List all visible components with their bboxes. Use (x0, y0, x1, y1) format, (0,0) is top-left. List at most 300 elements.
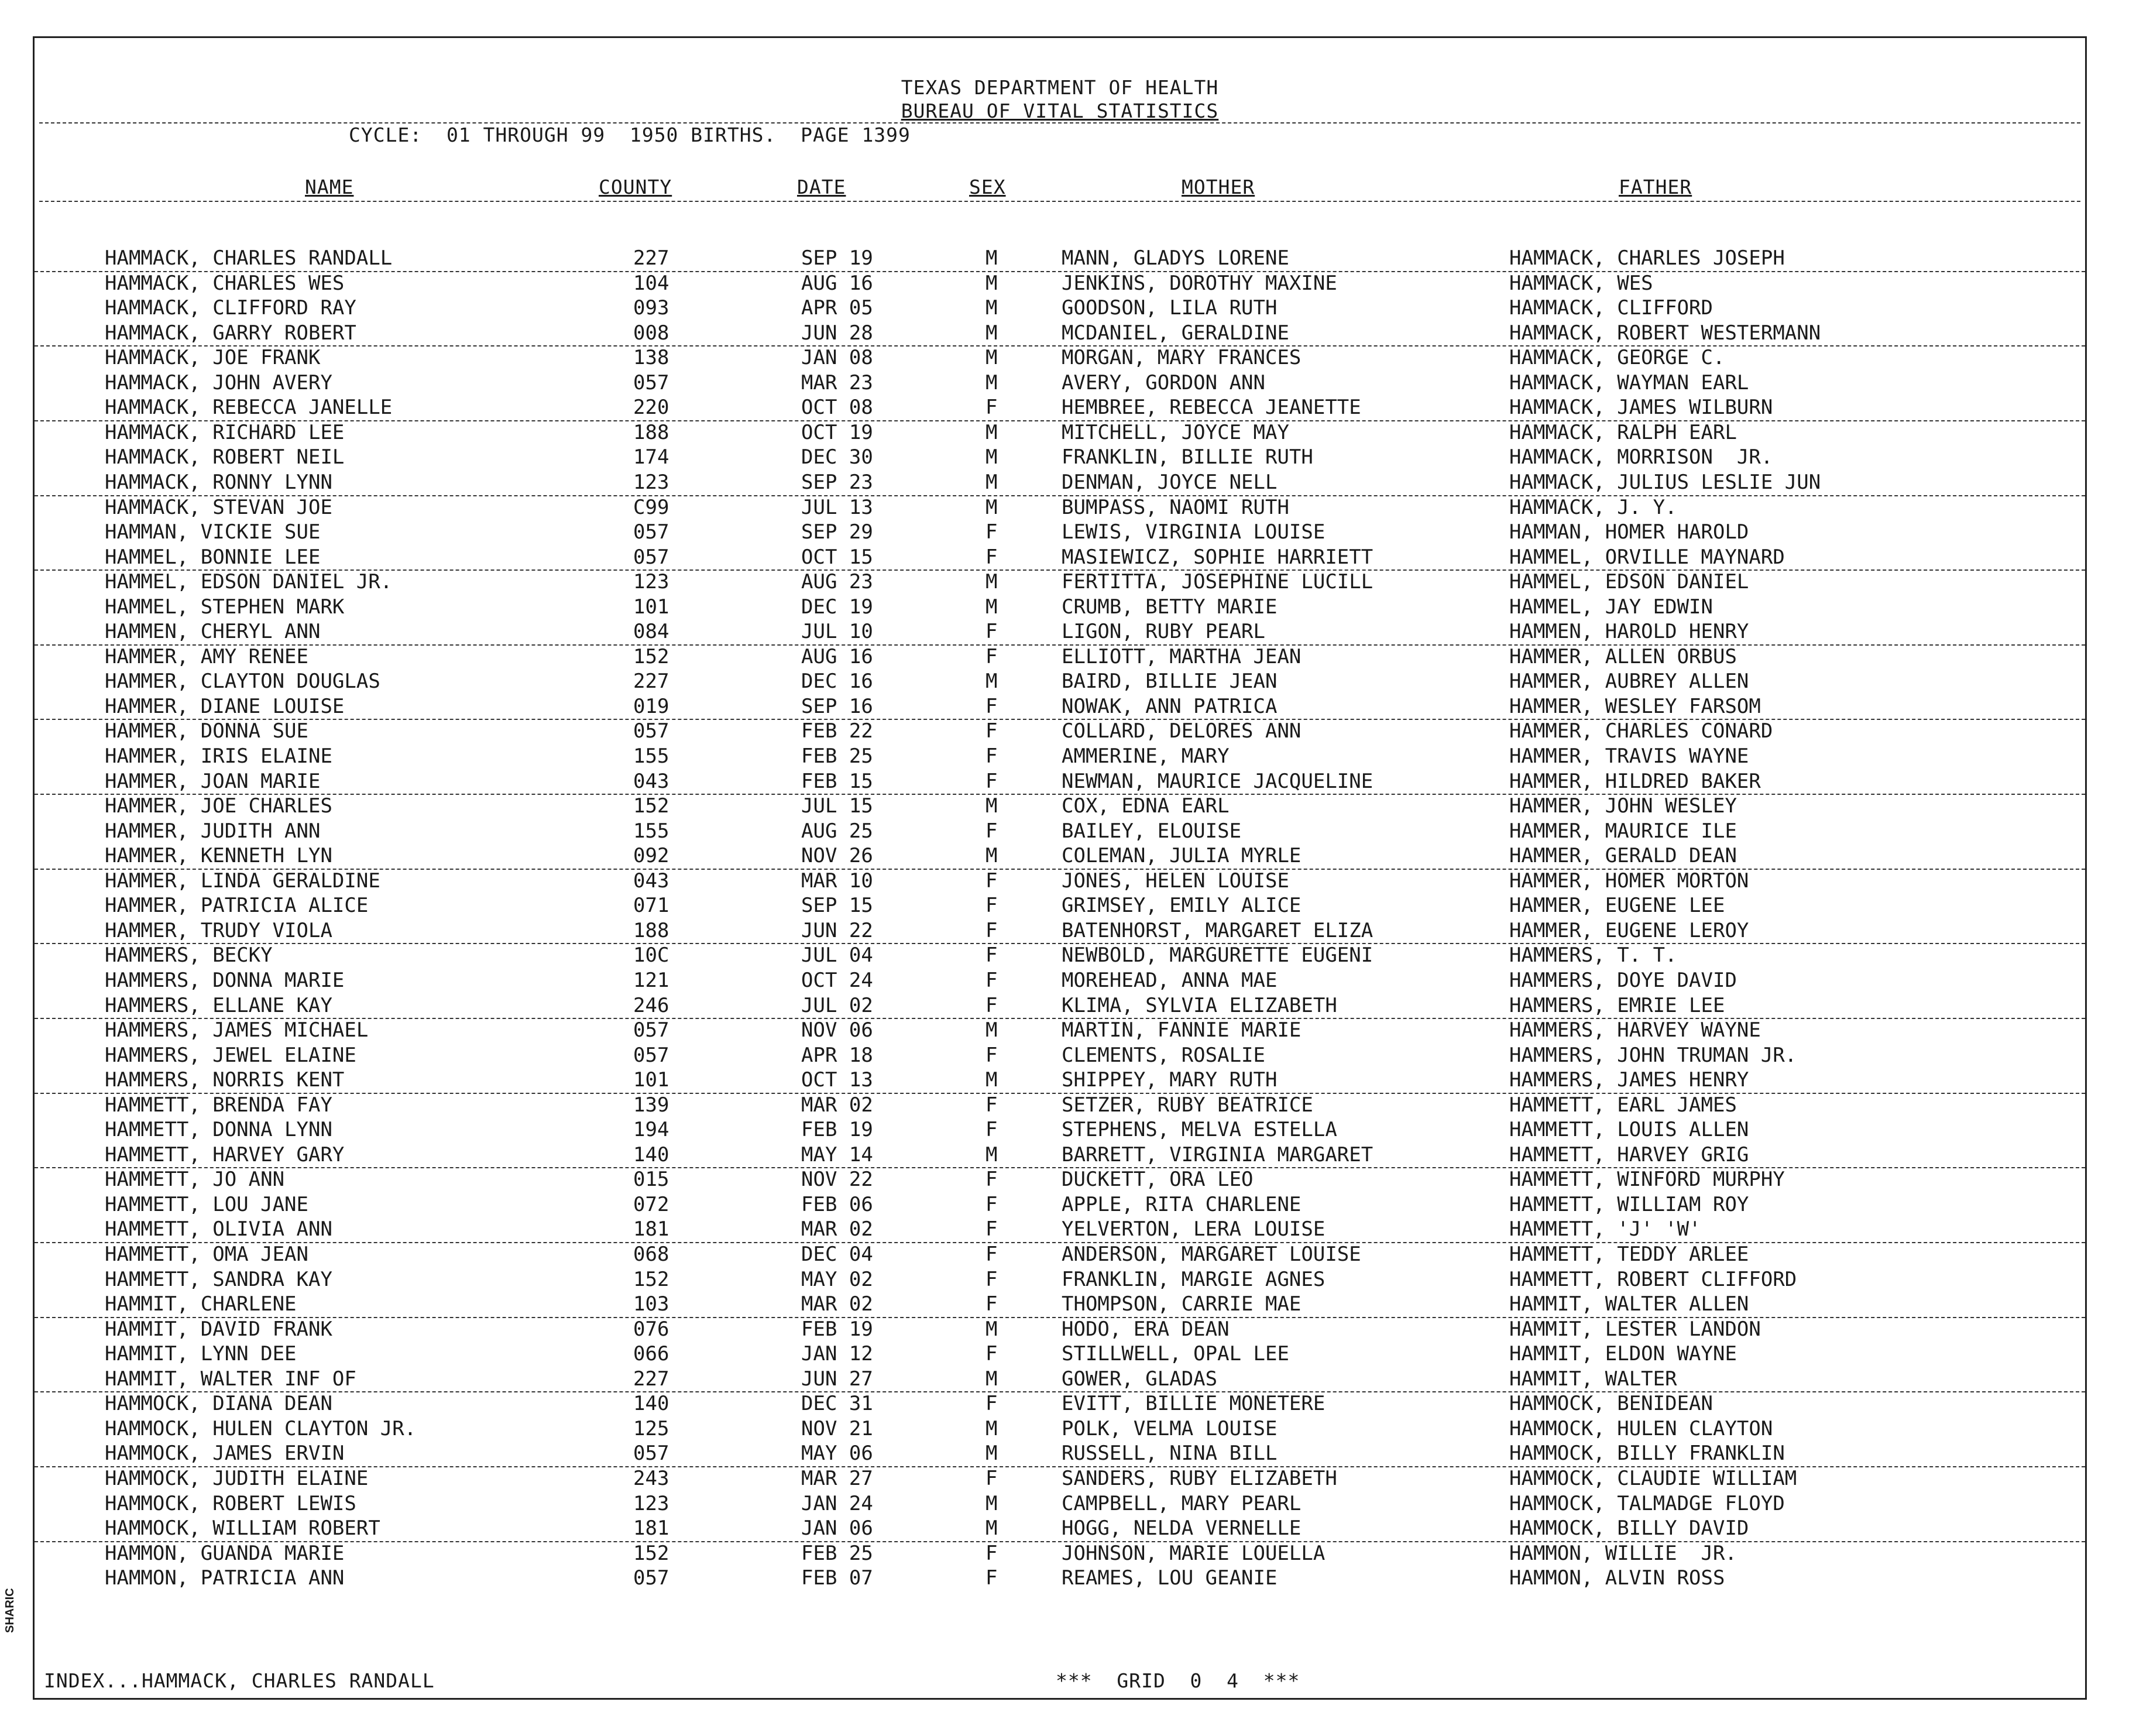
record-row (35, 321, 2085, 347)
record-row (35, 1516, 2085, 1542)
record-date: MAR 10 (801, 869, 873, 893)
record-mother: AVERY, GORDON ANN (1062, 370, 1265, 394)
record-date: FEB 06 (801, 1192, 873, 1216)
record-name: HAMMETT, JO ANN (105, 1168, 285, 1192)
record-father: HAMMEN, HAROLD HENRY (1509, 620, 1749, 644)
record-name: HAMMER, CLAYTON DOUGLAS (105, 670, 380, 694)
record-father: HAMMETT, WINFORD MURPHY (1509, 1168, 1785, 1192)
record-date: MAY 14 (801, 1143, 873, 1167)
record-father: HAMMIT, ELDON WAYNE (1509, 1342, 1737, 1366)
record-name: HAMMETT, OLIVIA ANN (105, 1217, 332, 1241)
record-date: DEC 31 (801, 1392, 873, 1416)
record-sex: F (985, 869, 998, 893)
record-mother: YELVERTON, LERA LOUISE (1062, 1217, 1325, 1241)
record-date: MAR 02 (801, 1217, 873, 1241)
record-name: HAMMOCK, ROBERT LEWIS (105, 1491, 356, 1515)
record-county: 015 (633, 1168, 669, 1192)
record-date: SEP 16 (801, 694, 873, 718)
record-father: HAMMEL, JAY EDWIN (1509, 595, 1713, 619)
record-date: MAY 02 (801, 1267, 873, 1291)
record-county: 140 (633, 1143, 669, 1167)
record-sex: M (985, 1317, 998, 1341)
record-mother: BAIRD, BILLIE JEAN (1062, 670, 1278, 694)
record-name: HAMMER, DONNA SUE (105, 719, 308, 743)
record-mother: BATENHORST, MARGARET ELIZA (1062, 918, 1373, 942)
record-county: 155 (633, 819, 669, 843)
record-county: 152 (633, 644, 669, 668)
record-father: HAMMER, WESLEY FARSOM (1509, 694, 1761, 718)
record-name: HAMMER, KENNETH LYN (105, 844, 332, 868)
record-mother: LIGON, RUBY PEARL (1062, 620, 1265, 644)
record-name: HAMMACK, RONNY LYNN (105, 470, 332, 494)
record-name: HAMMER, LINDA GERALDINE (105, 869, 380, 893)
record-name: HAMMIT, DAVID FRANK (105, 1317, 332, 1341)
record-name: HAMMERS, JAMES MICHAEL (105, 1018, 369, 1042)
record-mother: STEPHENS, MELVA ESTELLA (1062, 1118, 1337, 1142)
record-father: HAMMEL, EDSON DANIEL (1509, 570, 1749, 594)
record-row (35, 395, 2085, 421)
record-sex: M (985, 470, 998, 494)
record-name: HAMMETT, HARVEY GARY (105, 1143, 345, 1167)
record-row (35, 1342, 2085, 1367)
record-sex: M (985, 595, 998, 619)
record-date: MAY 06 (801, 1442, 873, 1466)
record-father: HAMMETT, TEDDY ARLEE (1509, 1243, 1749, 1266)
record-father: HAMMOCK, BILLY DAVID (1509, 1517, 1749, 1541)
record-county: 181 (633, 1217, 669, 1241)
record-county: 138 (633, 346, 669, 370)
record-county: 188 (633, 420, 669, 444)
record-name: HAMMON, PATRICIA ANN (105, 1566, 345, 1590)
record-mother: HOGG, NELDA VERNELLE (1062, 1517, 1301, 1541)
record-sex: F (985, 1243, 998, 1266)
record-sex: F (985, 1043, 998, 1067)
record-mother: JENKINS, DOROTHY MAXINE (1062, 271, 1337, 295)
column-header-name: NAME (305, 176, 354, 198)
record-name: HAMMACK, JOHN AVERY (105, 370, 332, 394)
record-sex: F (985, 993, 998, 1017)
record-mother: AMMERINE, MARY (1062, 745, 1230, 768)
record-row (35, 520, 2085, 545)
record-date: OCT 15 (801, 545, 873, 569)
record-mother: MITCHELL, JOYCE MAY (1062, 420, 1289, 444)
record-row (35, 445, 2085, 470)
record-date: JUL 10 (801, 620, 873, 644)
record-mother: NEWBOLD, MARGURETTE EUGENI (1062, 944, 1373, 968)
record-father: HAMMETT, ROBERT CLIFFORD (1509, 1267, 1797, 1291)
record-sex: M (985, 1442, 998, 1466)
record-father: HAMMETT, EARL JAMES (1509, 1093, 1737, 1117)
record-name: HAMMIT, CHARLENE (105, 1292, 297, 1316)
record-father: HAMMER, EUGENE LEROY (1509, 918, 1749, 942)
record-sex: M (985, 844, 998, 868)
record-sex: M (985, 1517, 998, 1541)
record-row (35, 595, 2085, 620)
record-sex: F (985, 1566, 998, 1590)
record-father: HAMMER, JOHN WESLEY (1509, 794, 1737, 818)
record-row (35, 1441, 2085, 1467)
record-row (35, 993, 2085, 1020)
record-mother: STILLWELL, OPAL LEE (1062, 1342, 1289, 1366)
record-row (35, 1217, 2085, 1243)
record-mother: APPLE, RITA CHARLENE (1062, 1192, 1301, 1216)
record-row (35, 644, 2085, 670)
index-line: INDEX...HAMMACK, CHARLES RANDALL (44, 1669, 435, 1692)
record-name: HAMMETT, BRENDA FAY (105, 1093, 332, 1117)
record-father: HAMMIT, WALTER (1509, 1367, 1677, 1391)
record-father: HAMMACK, J. Y. (1509, 495, 1677, 519)
record-father: HAMMACK, MORRISON JR. (1509, 445, 1773, 469)
record-sex: M (985, 794, 998, 818)
record-name: HAMMER, IRIS ELAINE (105, 745, 332, 768)
record-father: HAMMACK, GEORGE C. (1509, 346, 1725, 370)
record-name: HAMMON, GUANDA MARIE (105, 1541, 345, 1565)
record-father: HAMMER, EUGENE LEE (1509, 894, 1725, 918)
record-row (35, 1292, 2085, 1318)
record-mother: RUSSELL, NINA BILL (1062, 1442, 1278, 1466)
record-county: 057 (633, 520, 669, 544)
record-row (35, 1093, 2085, 1118)
record-mother: GOODSON, LILA RUTH (1062, 296, 1278, 320)
record-name: HAMMEN, CHERYL ANN (105, 620, 321, 644)
record-date: MAR 02 (801, 1093, 873, 1117)
record-row (35, 495, 2085, 520)
record-father: HAMMACK, ROBERT WESTERMANN (1509, 321, 1821, 345)
record-date: AUG 16 (801, 644, 873, 668)
record-mother: COX, EDNA EARL (1062, 794, 1230, 818)
record-father: HAMMON, ALVIN ROSS (1509, 1566, 1725, 1590)
record-date: JAN 06 (801, 1517, 873, 1541)
column-header-sex: SEX (969, 176, 1006, 198)
record-sex: M (985, 271, 998, 295)
record-sex: F (985, 1541, 998, 1565)
record-sex: F (985, 745, 998, 768)
side-stamp: SHARIC (4, 1588, 16, 1633)
record-sex: M (985, 1018, 998, 1042)
record-name: HAMMACK, GARRY ROBERT (105, 321, 356, 345)
record-father: HAMMER, MAURICE ILE (1509, 819, 1737, 843)
record-row (35, 1167, 2085, 1192)
record-father: HAMMER, GERALD DEAN (1509, 844, 1737, 868)
record-sex: F (985, 396, 998, 420)
record-mother: NEWMAN, MAURICE JACQUELINE (1062, 769, 1373, 793)
record-county: 066 (633, 1342, 669, 1366)
record-father: HAMMAN, HOMER HAROLD (1509, 520, 1749, 544)
record-name: HAMMER, AMY RENEE (105, 644, 308, 668)
record-sex: F (985, 545, 998, 569)
record-sex: F (985, 520, 998, 544)
record-name: HAMMETT, OMA JEAN (105, 1243, 308, 1266)
column-header-date: DATE (797, 176, 846, 198)
record-row (35, 1117, 2085, 1143)
record-name: HAMMER, TRUDY VIOLA (105, 918, 332, 942)
record-name: HAMMOCK, HULEN CLAYTON JR. (105, 1416, 417, 1440)
record-name: HAMMIT, LYNN DEE (105, 1342, 297, 1366)
record-county: 101 (633, 1068, 669, 1092)
record-date: FEB 19 (801, 1317, 873, 1341)
column-header-mother: MOTHER (1182, 176, 1255, 198)
record-father: HAMMOCK, HULEN CLAYTON (1509, 1416, 1773, 1440)
record-mother: MOREHEAD, ANNA MAE (1062, 968, 1278, 992)
record-date: OCT 19 (801, 420, 873, 444)
record-mother: DUCKETT, ORA LEO (1062, 1168, 1254, 1192)
record-mother: ELLIOTT, MARTHA JEAN (1062, 644, 1301, 668)
record-name: HAMMACK, REBECCA JANELLE (105, 396, 393, 420)
record-mother: MORGAN, MARY FRANCES (1062, 346, 1301, 370)
record-sex: F (985, 968, 998, 992)
record-row (35, 1143, 2085, 1169)
column-header-father: FATHER (1619, 176, 1692, 198)
record-name: HAMMEL, BONNIE LEE (105, 545, 321, 569)
record-sex: M (985, 445, 998, 469)
record-row (35, 893, 2085, 918)
record-date: SEP 23 (801, 470, 873, 494)
record-row (35, 943, 2085, 968)
record-county: 227 (633, 1367, 669, 1391)
record-row (35, 569, 2085, 595)
record-name: HAMMACK, JOE FRANK (105, 346, 321, 370)
record-county: 071 (633, 894, 669, 918)
record-father: HAMMOCK, TALMADGE FLOYD (1509, 1491, 1785, 1515)
record-row (35, 1267, 2085, 1292)
record-county: 125 (633, 1416, 669, 1440)
record-name: HAMMERS, BECKY (105, 944, 273, 968)
record-sex: F (985, 1168, 998, 1192)
record-county: 227 (633, 246, 669, 270)
record-sex: F (985, 620, 998, 644)
record-row (35, 420, 2085, 445)
record-name: HAMMACK, CLIFFORD RAY (105, 296, 356, 320)
record-date: APR 05 (801, 296, 873, 320)
record-sex: M (985, 321, 998, 345)
record-mother: KLIMA, SYLVIA ELIZABETH (1062, 993, 1337, 1017)
record-county: 123 (633, 1491, 669, 1515)
record-row (35, 1416, 2085, 1442)
record-mother: COLEMAN, JULIA MYRLE (1062, 844, 1301, 868)
record-county: 104 (633, 271, 669, 295)
record-row (35, 470, 2085, 496)
record-county: 227 (633, 670, 669, 694)
record-row (35, 1242, 2085, 1267)
record-father: HAMMETT, 'J' 'W' (1509, 1217, 1701, 1241)
record-name: HAMMERS, JEWEL ELAINE (105, 1043, 356, 1067)
record-county: 181 (633, 1517, 669, 1541)
record-father: HAMMER, HOMER MORTON (1509, 869, 1749, 893)
record-date: JUL 13 (801, 495, 873, 519)
record-date: NOV 22 (801, 1168, 873, 1192)
record-father: HAMMEL, ORVILLE MAYNARD (1509, 545, 1785, 569)
record-row (35, 545, 2085, 571)
record-row (35, 370, 2085, 396)
record-mother: HEMBREE, REBECCA JEANETTE (1062, 396, 1361, 420)
record-sex: F (985, 918, 998, 942)
record-row (35, 345, 2085, 370)
record-mother: LEWIS, VIRGINIA LOUISE (1062, 520, 1325, 544)
record-row (35, 619, 2085, 646)
record-father: HAMMETT, WILLIAM ROY (1509, 1192, 1749, 1216)
record-county: 068 (633, 1243, 669, 1266)
birth-records-list (35, 38, 2085, 1698)
record-name: HAMMACK, ROBERT NEIL (105, 445, 345, 469)
record-date: DEC 04 (801, 1243, 873, 1266)
record-date: SEP 15 (801, 894, 873, 918)
record-sex: M (985, 1143, 998, 1167)
record-sex: F (985, 1342, 998, 1366)
record-name: HAMMETT, LOU JANE (105, 1192, 308, 1216)
record-father: HAMMON, WILLIE JR. (1509, 1541, 1737, 1565)
record-row (35, 1192, 2085, 1217)
record-sex: F (985, 1267, 998, 1291)
record-father: HAMMERS, JAMES HENRY (1509, 1068, 1749, 1092)
record-sex: F (985, 894, 998, 918)
record-row (35, 1566, 2085, 1591)
record-name: HAMMERS, ELLANE KAY (105, 993, 332, 1017)
bureau-title: BUREAU OF VITAL STATISTICS (901, 100, 1219, 122)
record-sex: M (985, 1416, 998, 1440)
record-date: FEB 22 (801, 719, 873, 743)
record-date: MAR 02 (801, 1292, 873, 1316)
record-row (35, 843, 2085, 870)
record-mother: POLK, VELMA LOUISE (1062, 1416, 1278, 1440)
document-page (33, 36, 2087, 1700)
record-row (35, 694, 2085, 721)
grid-line: *** GRID 0 4 *** (1056, 1669, 1300, 1692)
record-county: 057 (633, 719, 669, 743)
record-mother: NOWAK, ANN PATRICA (1062, 694, 1278, 718)
record-mother: EVITT, BILLIE MONETERE (1062, 1392, 1325, 1416)
record-county: 093 (633, 296, 669, 320)
record-row (35, 1541, 2085, 1566)
record-county: 101 (633, 595, 669, 619)
record-father: HAMMACK, WES (1509, 271, 1653, 295)
record-sex: M (985, 246, 998, 270)
record-mother: BARRETT, VIRGINIA MARGARET (1062, 1143, 1373, 1167)
record-county: 243 (633, 1466, 669, 1490)
record-father: HAMMOCK, BENIDEAN (1509, 1392, 1713, 1416)
record-name: HAMMACK, CHARLES WES (105, 271, 345, 295)
record-row (35, 1068, 2085, 1094)
record-row (35, 819, 2085, 844)
record-date: NOV 26 (801, 844, 873, 868)
record-mother: MASIEWICZ, SOPHIE HARRIETT (1062, 545, 1373, 569)
record-date: NOV 21 (801, 1416, 873, 1440)
record-sex: F (985, 1093, 998, 1117)
record-mother: MARTIN, FANNIE MARIE (1062, 1018, 1301, 1042)
record-mother: COLLARD, DELORES ANN (1062, 719, 1301, 743)
record-sex: M (985, 670, 998, 694)
record-father: HAMMETT, HARVEY GRIG (1509, 1143, 1749, 1167)
record-mother: BUMPASS, NAOMI RUTH (1062, 495, 1289, 519)
record-sex: F (985, 1466, 998, 1490)
record-sex: M (985, 495, 998, 519)
record-name: HAMMACK, STEVAN JOE (105, 495, 332, 519)
record-date: APR 18 (801, 1043, 873, 1067)
record-mother: MANN, GLADYS LORENE (1062, 246, 1289, 270)
record-row (35, 794, 2085, 819)
record-name: HAMMER, JOE CHARLES (105, 794, 332, 818)
record-county: 103 (633, 1292, 669, 1316)
record-mother: GOWER, GLADAS (1062, 1367, 1218, 1391)
record-sex: M (985, 370, 998, 394)
record-sex: M (985, 1367, 998, 1391)
record-mother: FRANKLIN, MARGIE AGNES (1062, 1267, 1325, 1291)
record-sex: M (985, 1491, 998, 1515)
record-date: MAR 23 (801, 370, 873, 394)
record-date: NOV 06 (801, 1018, 873, 1042)
record-row (35, 271, 2085, 296)
record-county: 057 (633, 1442, 669, 1466)
record-county: 174 (633, 445, 669, 469)
record-row (35, 1466, 2085, 1491)
record-county: 008 (633, 321, 669, 345)
record-sex: M (985, 570, 998, 594)
record-row (35, 918, 2085, 945)
record-mother: FRANKLIN, BILLIE RUTH (1062, 445, 1313, 469)
record-name: HAMMER, JOAN MARIE (105, 769, 321, 793)
record-date: SEP 29 (801, 520, 873, 544)
record-father: HAMMER, ALLEN ORBUS (1509, 644, 1737, 668)
record-county: 084 (633, 620, 669, 644)
record-row (35, 1367, 2085, 1393)
record-father: HAMMOCK, BILLY FRANKLIN (1509, 1442, 1785, 1466)
record-date: FEB 19 (801, 1118, 873, 1142)
record-father: HAMMERS, T. T. (1509, 944, 1677, 968)
record-county: 019 (633, 694, 669, 718)
record-county: 121 (633, 968, 669, 992)
record-row (35, 296, 2085, 321)
record-county: 072 (633, 1192, 669, 1216)
record-date: JAN 24 (801, 1491, 873, 1515)
record-sex: F (985, 1118, 998, 1142)
record-father: HAMMACK, WAYMAN EARL (1509, 370, 1749, 394)
record-row (35, 744, 2085, 769)
record-name: HAMMER, JUDITH ANN (105, 819, 321, 843)
record-row (35, 719, 2085, 744)
record-county: 043 (633, 769, 669, 793)
record-sex: F (985, 1192, 998, 1216)
column-header-county: COUNTY (599, 176, 672, 198)
record-mother: JONES, HELEN LOUISE (1062, 869, 1289, 893)
record-name: HAMMETT, SANDRA KAY (105, 1267, 332, 1291)
record-sex: F (985, 769, 998, 793)
record-name: HAMMOCK, JUDITH ELAINE (105, 1466, 369, 1490)
record-name: HAMMETT, DONNA LYNN (105, 1118, 332, 1142)
record-mother: HODO, ERA DEAN (1062, 1317, 1230, 1341)
record-father: HAMMERS, EMRIE LEE (1509, 993, 1725, 1017)
record-father: HAMMER, HILDRED BAKER (1509, 769, 1761, 793)
record-father: HAMMER, AUBREY ALLEN (1509, 670, 1749, 694)
record-father: HAMMACK, RALPH EARL (1509, 420, 1737, 444)
record-date: JUN 27 (801, 1367, 873, 1391)
record-father: HAMMERS, DOYE DAVID (1509, 968, 1737, 992)
record-name: HAMMACK, RICHARD LEE (105, 420, 345, 444)
record-county: 152 (633, 1541, 669, 1565)
record-sex: F (985, 719, 998, 743)
record-date: JUN 22 (801, 918, 873, 942)
record-father: HAMMER, TRAVIS WAYNE (1509, 745, 1749, 768)
record-county: 139 (633, 1093, 669, 1117)
record-sex: M (985, 420, 998, 444)
record-mother: ANDERSON, MARGARET LOUISE (1062, 1243, 1361, 1266)
record-mother: MCDANIEL, GERALDINE (1062, 321, 1289, 345)
record-father: HAMMACK, JAMES WILBURN (1509, 396, 1773, 420)
record-date: DEC 19 (801, 595, 873, 619)
record-sex: F (985, 644, 998, 668)
record-county: 043 (633, 869, 669, 893)
record-name: HAMMACK, CHARLES RANDALL (105, 246, 393, 270)
record-county: 140 (633, 1392, 669, 1416)
record-mother: SANDERS, RUBY ELIZABETH (1062, 1466, 1337, 1490)
